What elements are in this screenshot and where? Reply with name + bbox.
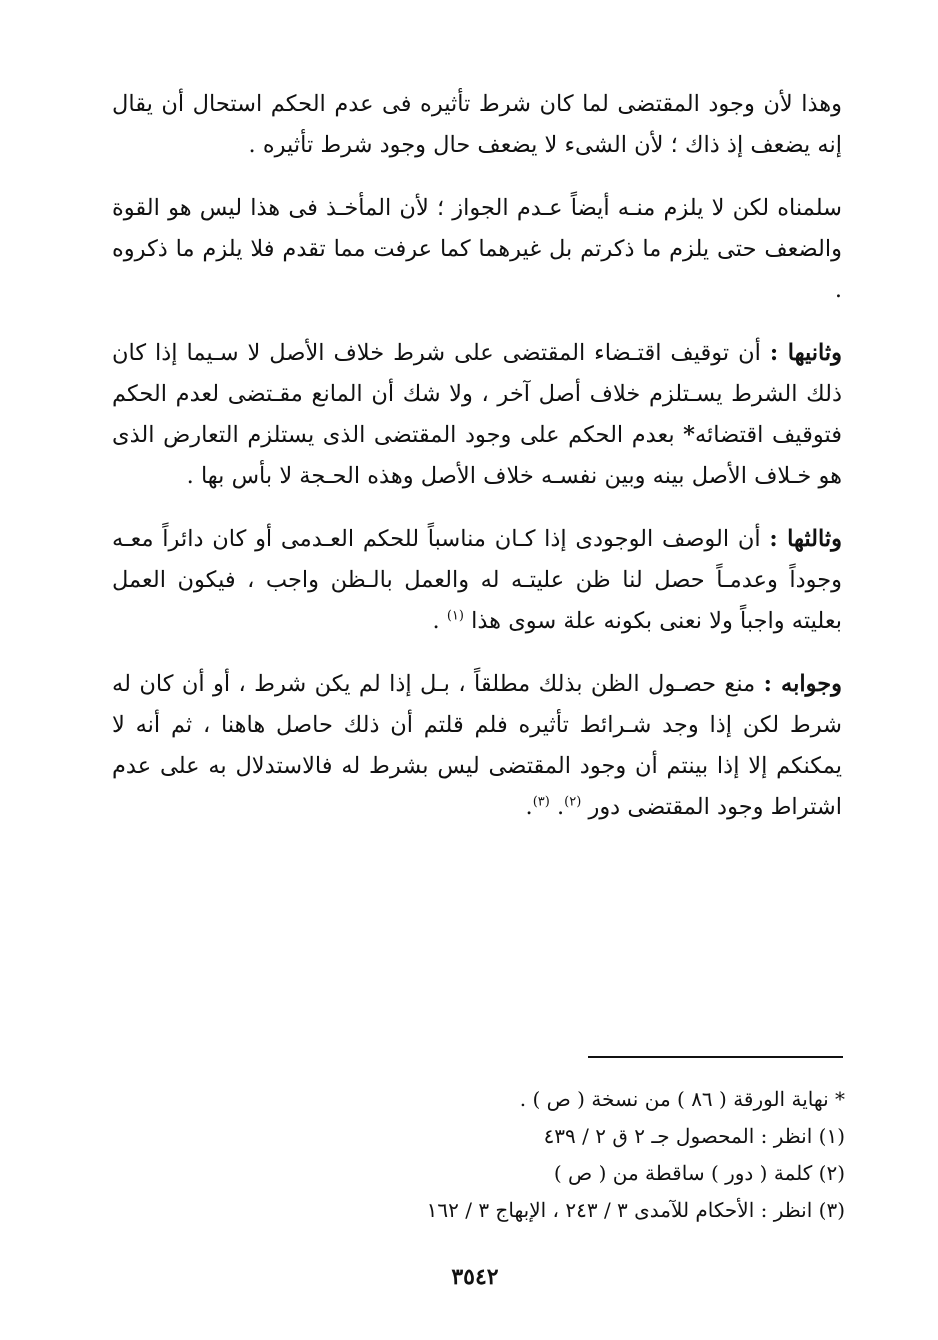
footnotes [300,1081,845,1229]
paragraph-2 [112,188,842,311]
footnote-ref-3: (٣) [532,794,550,810]
footnote-star: * نهاية الورقة ( ٨٦ ) من نسخة ( ص ) . [519,1087,845,1111]
paragraph-3-text-a: أن توقيف اقتـضاء المقتضى على شرط خلاف الأصل لا سـيما إذا كان ذلك الشرط يسـتلزم خلاف أصل آخر ، ولا شك أن المانع مقـتضى لعدم الحكم فتوقيف اقتضائه [112,340,842,448]
folio-marker-star: * [683,422,695,448]
paragraph-4-heading: وثالثها : [769,526,843,552]
footnote-1: (١) انظر : المحصول جـ ٢ ق ٢ / ٤٣٩ [543,1124,845,1148]
page-number: ٣٥٤٢ [451,1264,499,1290]
paragraph-4-end: . [432,608,440,634]
footnote-divider [588,1056,843,1058]
paragraph-3-heading: وثانيها : [769,340,843,366]
paragraph-5-text: منع حصـول الظن بذلك مطلقاً ، بـل إذا لم يكن شرط ، أو أن كان له شرط لكن إذا وجد شـرائط تأثيره فلم قلتم أن ذلك حاصل هاهنا ، ثم أنه لا يمكنكم إلا إذا بينتم أن وجود المقتضى ليس بشرط له فالاستدلال به على عدم اشتراط وجود المقتضى دور [112,671,842,820]
paragraph-2-text: سلمناه لكن لا يلزم منـه أيضاً عـدم الجواز ؛ لأن المأخـذ فى هذا ليس هو القوة والضعف حتى يلزم ما ذكرتم بل غيرهما كما عرفت مما تقدم فلا يلزم ما ذكروه . [112,195,842,303]
paragraph-1 [112,84,842,166]
paragraph-4-text: أن الوصف الوجودى إذا كـان مناسباً للحكم العـدمى أو كان دائراً معـه وجوداً وعدمـاً حصل لنا ظن عليتـه له والعمل بالـظن واجب ، فيكون العمل بعليته واجباً ولا نعنى بكونه علة سوى هذا [112,526,842,634]
paragraph-5-end: . [525,794,533,820]
paragraph-1-text: وهذا لأن وجود المقتضى لما كان شرط تأثيره فى عدم الحكم استحال أن يقال إنه يضعف إذ ذاك ؛ لأن الشىء لا يضعف حال وجود شرط تأثيره . [112,91,842,158]
paragraph-5-separator: . [557,794,565,820]
paragraph-5 [112,664,842,828]
paragraph-3-text-b: بعدم الحكم على وجود المقتضى الذى يستلزم التعارض الذى هو خـلاف الأصل بينه وبين نفسـه خلاف الأصل وهذه الحـجة لا بأس بها . [112,422,842,489]
paragraph-4 [112,519,842,642]
paragraph-3 [112,333,842,497]
footnote-2: (٢) كلمة ( دور ) ساقطة من ( ص ) [553,1161,845,1185]
main-text [112,84,842,850]
paragraph-5-heading: وجوابه : [763,671,842,697]
footnote-ref-2: (٢) [564,794,582,810]
footnote-3: (٣) انظر : الأحكام للآمدى ٣ / ٢٤٣ ، الإبهاج ٣ / ١٦٢ [426,1198,845,1222]
footnote-ref-1: (١) [446,608,464,624]
